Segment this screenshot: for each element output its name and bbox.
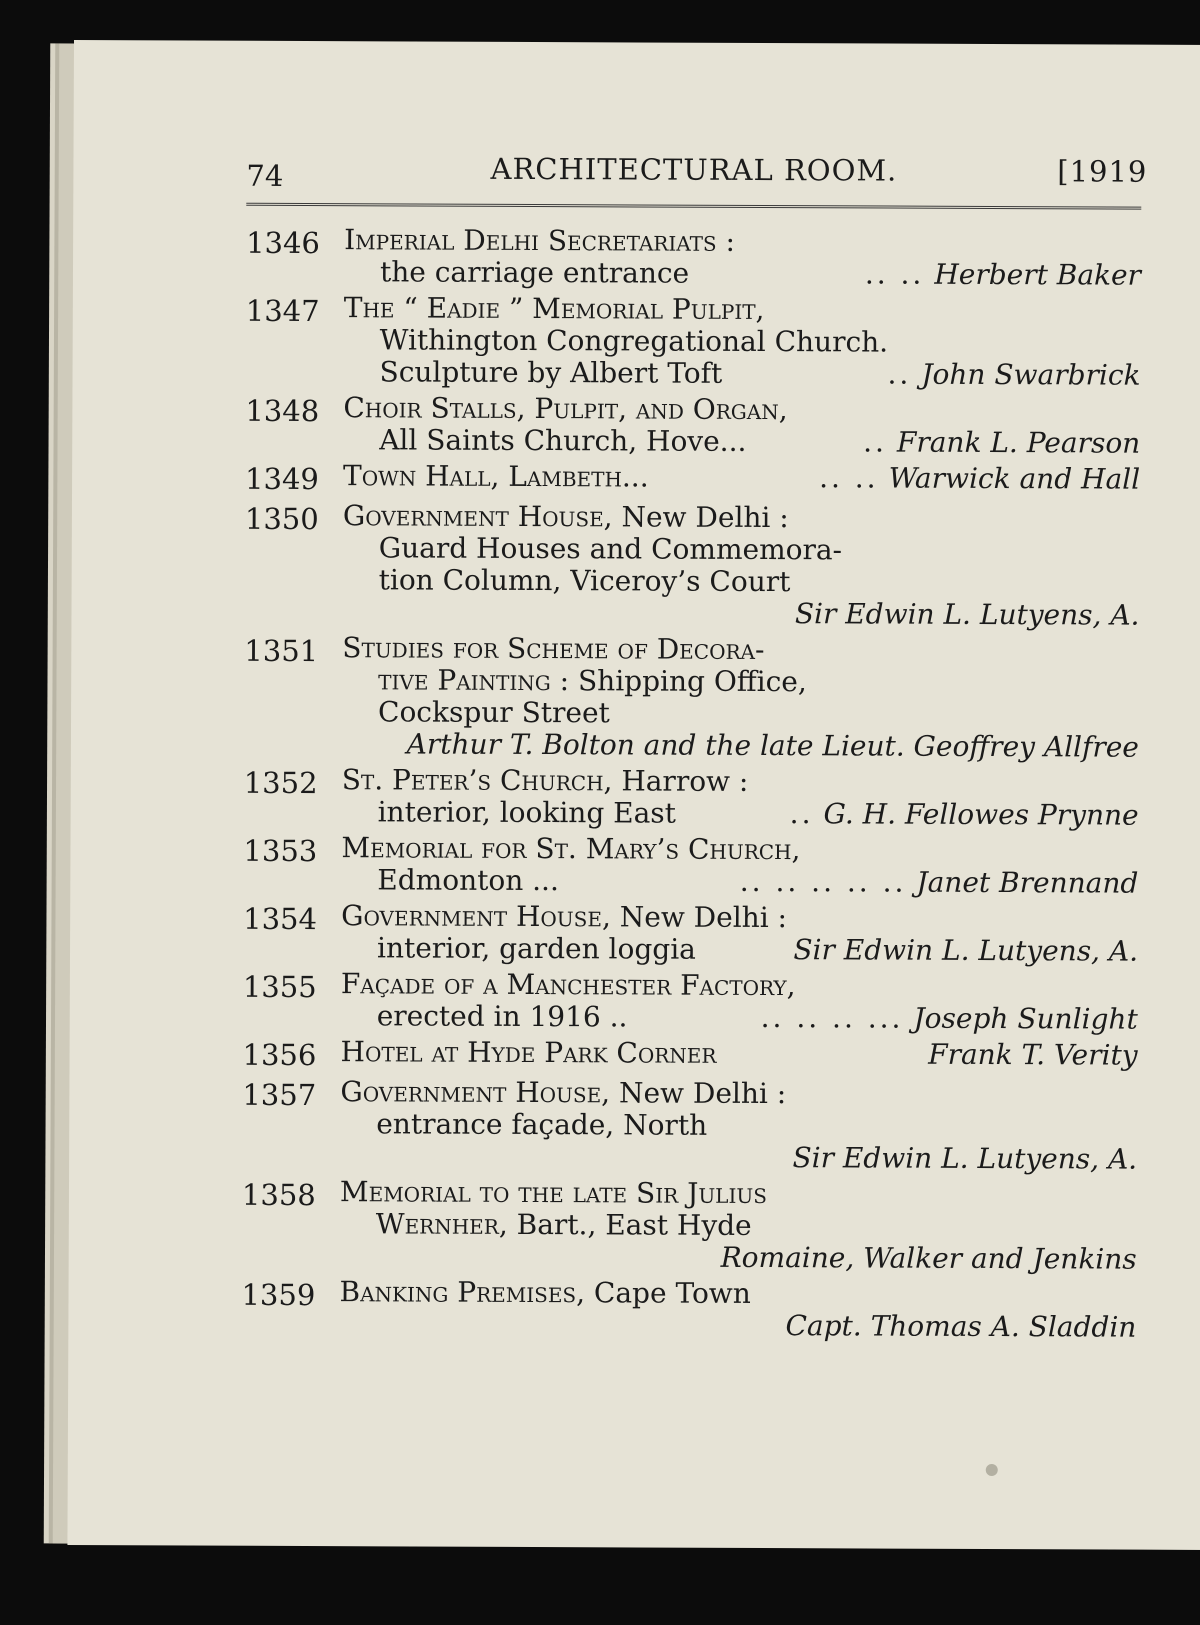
entry-heading-rest: Shipping Office, <box>577 664 807 699</box>
entry-number: 1350 <box>244 501 319 537</box>
entry-author: Joseph Sunlight <box>913 1001 1138 1036</box>
entry-heading <box>341 968 1138 1003</box>
book-page <box>67 40 1200 1550</box>
catalogue-entry <box>242 1036 1137 1076</box>
entry-detail-text: All Saints Church, Hove... <box>379 423 747 458</box>
entry-author: Capt. Thomas A. Sladdin <box>785 1309 1137 1344</box>
entry-heading-text: Hotel at Hyde Park Corner <box>340 1035 717 1070</box>
entry-detail-text: erected in 1916 .. <box>376 999 628 1034</box>
catalogue-entry <box>245 392 1140 460</box>
entry-detail-line <box>344 324 1141 359</box>
entry-number: 1356 <box>242 1037 317 1073</box>
entry-heading-text: Façade of a Manchester Factory, <box>340 967 796 1003</box>
entry-author: Sir Edwin L. Lutyens, A. <box>793 933 1139 968</box>
entry-number: 1355 <box>242 969 317 1005</box>
entry-detail-text: Withington Congregational Church. <box>379 323 889 359</box>
catalogue-entries <box>241 224 1141 1344</box>
entry-number: 1354 <box>243 901 318 937</box>
entry-heading <box>340 1176 1137 1211</box>
entry-number: 1358 <box>241 1177 316 1213</box>
entry-author: Arthur T. Bolton and the late Lieut. Geoffrey Allfree <box>406 727 1139 764</box>
catalogue-entry <box>242 1076 1137 1176</box>
entry-heading <box>343 392 1140 427</box>
entry-author: G. H. Fellowes Prynne <box>823 797 1139 832</box>
entry-body <box>343 460 1140 499</box>
entry-heading <box>340 1076 1137 1111</box>
entry-heading-text: tive Painting : <box>378 663 570 698</box>
entry-detail-line <box>340 1108 1137 1143</box>
entry-detail-line <box>342 796 1139 831</box>
catalogue-entry <box>246 224 1141 292</box>
entry-heading-text: Memorial to the late Sir Julius <box>339 1175 768 1211</box>
entry-number: 1348 <box>245 393 320 429</box>
header-rule <box>246 203 1141 212</box>
entry-detail-text: Cockspur Street <box>377 695 610 730</box>
dot-leader: .. <box>863 425 888 459</box>
entry-heading-rest: Bart., East Hyde <box>516 1207 752 1242</box>
entry-heading <box>339 1276 1136 1311</box>
entry-body <box>342 764 1139 831</box>
catalogue-entry <box>244 500 1140 632</box>
entry-heading-line <box>341 1036 1138 1071</box>
dot-leader: .. .. <box>819 461 879 495</box>
catalogue-entry <box>243 900 1138 968</box>
entry-author: Frank T. Verity <box>928 1037 1138 1072</box>
catalogue-entry <box>243 968 1138 1036</box>
entry-heading-rest: Cape Town <box>593 1276 751 1310</box>
dot-leader: .. .. <box>864 257 925 291</box>
paper-blemish <box>986 1464 998 1476</box>
entry-detail-line <box>342 696 1139 731</box>
entry-author: Frank L. Pearson <box>896 425 1141 460</box>
catalogue-entry <box>245 460 1140 500</box>
entry-body <box>340 1076 1137 1175</box>
entry-heading <box>343 460 649 493</box>
entry-detail-line <box>343 356 1140 391</box>
entry-body <box>342 500 1140 631</box>
entry-detail-text: Sculpture by Albert Toft <box>379 355 723 390</box>
entry-heading-text: Banking Premises, <box>339 1275 586 1310</box>
dot-leader: .. .. .. .. .. <box>739 864 907 899</box>
running-header <box>246 151 1148 199</box>
entry-number: 1346 <box>246 225 321 261</box>
entry-heading-rest: New Delhi : <box>618 1076 787 1111</box>
entry-author: Sir Edwin L. Lutyens, A. <box>792 1141 1138 1176</box>
entry-heading-text: Wernher, <box>375 1207 508 1241</box>
entry-heading <box>342 632 1139 667</box>
entry-body <box>341 832 1138 899</box>
entry-detail-text: interior, garden loggia <box>376 931 696 966</box>
entry-detail-text: interior, looking East <box>377 795 677 830</box>
page-title: ARCHITECTURAL ROOM. <box>490 151 898 188</box>
entry-body <box>343 292 1140 391</box>
entry-body <box>342 632 1140 763</box>
entry-heading <box>342 764 1139 799</box>
entry-heading-text: Studies for Scheme of Decora- <box>342 631 765 667</box>
entry-detail-line <box>341 932 1138 967</box>
entry-detail-text: entrance façade, North <box>376 1107 708 1142</box>
catalogue-entry <box>244 632 1140 764</box>
page-content <box>241 151 1148 1348</box>
entry-heading-text: Imperial Delhi Secretariats : <box>344 223 736 258</box>
entry-heading-text: The “ Eadie ” Memorial Pulpit, <box>343 291 765 327</box>
entry-heading-line <box>343 460 1140 495</box>
entry-body <box>339 1276 1136 1343</box>
catalogue-entry <box>243 832 1138 900</box>
entry-detail-line <box>344 256 1141 291</box>
entry-author: Sir Edwin L. Lutyens, A. <box>794 597 1140 632</box>
entry-number: 1352 <box>243 765 318 801</box>
entry-author: Warwick and Hall <box>888 461 1141 496</box>
entry-heading-rest: Harrow : <box>621 764 749 798</box>
entry-detail-line <box>343 564 1140 599</box>
entry-heading-text: Memorial for St. Mary’s Church, <box>341 831 801 867</box>
entry-body <box>340 1176 1137 1275</box>
entry-heading-text: Government House, <box>340 1075 611 1110</box>
entry-heading-rest: New Delhi : <box>619 900 788 935</box>
entry-detail-line <box>343 532 1140 567</box>
entry-detail-text: Edmonton ... <box>377 863 559 898</box>
catalogue-year: [1919 <box>1057 154 1148 189</box>
dot-leader: .. <box>887 357 912 391</box>
entry-number: 1353 <box>243 833 318 869</box>
entry-number: 1359 <box>241 1277 316 1313</box>
entry-heading <box>344 224 1141 259</box>
entry-detail-text: the carriage entrance <box>379 255 690 290</box>
entry-number: 1349 <box>245 461 319 497</box>
entry-heading-continued <box>342 664 1139 699</box>
entry-heading <box>341 832 1138 867</box>
entry-detail-text: Guard Houses and Commemora- <box>378 531 843 567</box>
catalogue-entry <box>242 1176 1137 1276</box>
entry-heading-text: Government House, <box>342 499 613 534</box>
entry-heading <box>344 292 1141 327</box>
catalogue-entry <box>245 292 1140 392</box>
entry-heading-text: St. Peter’s Church, <box>341 763 613 798</box>
entry-heading-text: Choir Stalls, Pulpit, and Organ, <box>343 391 788 427</box>
entry-detail-line <box>341 864 1138 899</box>
entry-body <box>344 224 1141 291</box>
entry-author: Romaine, Walker and Jenkins <box>720 1240 1137 1276</box>
entry-number: 1357 <box>242 1077 317 1113</box>
entry-heading-text: Government House, <box>341 899 611 934</box>
entry-author: Herbert Baker <box>934 257 1142 292</box>
entry-number: 1351 <box>244 633 319 669</box>
page-number: 74 <box>246 158 284 193</box>
entry-detail-line <box>341 1000 1138 1035</box>
entry-heading-continued <box>340 1208 1137 1243</box>
catalogue-entry <box>241 1276 1136 1344</box>
entry-body <box>341 968 1138 1035</box>
dot-leader: .. <box>789 797 814 831</box>
entry-body <box>340 1036 1137 1075</box>
entry-number: 1347 <box>245 293 320 329</box>
dot-leader: .. .. .. ... <box>760 1001 904 1035</box>
entry-detail-text: tion Column, Viceroy’s Court <box>378 563 791 599</box>
entry-heading <box>341 900 1138 935</box>
entry-author: John Swarbrick <box>921 357 1141 392</box>
entry-body <box>341 900 1138 967</box>
entry-heading <box>341 1036 717 1070</box>
entry-heading <box>343 500 1140 535</box>
catalogue-entry <box>244 764 1139 832</box>
entry-body <box>343 392 1140 459</box>
entry-heading-rest: New Delhi : <box>621 500 789 535</box>
entry-detail-line <box>343 424 1140 459</box>
entry-heading-text: Town Hall, Lambeth... <box>343 459 649 494</box>
entry-author: Janet Brennand <box>916 865 1139 900</box>
